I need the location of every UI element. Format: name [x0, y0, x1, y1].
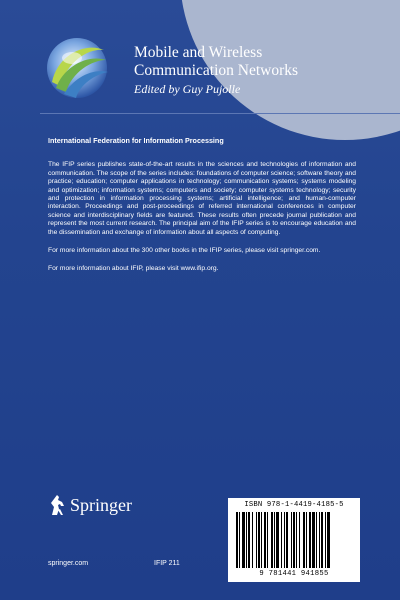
series-swirl-logo-icon: [42, 32, 112, 102]
book-title-line2: Communication Networks: [134, 62, 299, 79]
barcode-icon: [234, 512, 354, 568]
springer-horse-icon: [48, 493, 68, 517]
description-paragraph-2: For more information about the 300 other books in the IFIP series, please visit springer.com.: [48, 247, 321, 255]
publisher-name: Springer: [70, 494, 132, 515]
publisher-logo: [48, 493, 132, 517]
divider-line: [40, 113, 400, 114]
description-paragraph-1: The IFIP series publishes state-of-the-art results in the sciences and technologies of information and communication. The scope of the series includes: foundations of computer science; software theory and practice; education; computer applications in technology; communication systems; systems modeling and optimization; information systems; computers and society; computer systems technology; security and protection in information processing systems; artificial intelligence; and human-computer interaction. Proceedings and post-proceedings of referred international conferences in computer science and interdisciplinary fields are featured. These results often precede journal publication and represent the most current research. The principal aim of the IFIP series is to encourage education and the dissemination and exchange of information about all aspects of computing.: [48, 161, 356, 236]
section-heading: International Federation for Information Processing: [48, 136, 224, 145]
publisher-url: springer.com: [48, 560, 89, 567]
barcode-digits: 9 781441 941855: [259, 570, 329, 578]
series-number: IFIP 211: [154, 560, 180, 567]
description-paragraph-3: For more information about IFIP, please visit www.ifip.org.: [48, 265, 219, 273]
description-block: [48, 137, 356, 284]
book-title-line1: Mobile and Wireless: [134, 44, 263, 61]
barcode-panel: [228, 498, 360, 582]
isbn-text: ISBN 978-1-4419-4185-5: [244, 501, 344, 509]
book-editor: Edited by Guy Pujolle: [134, 82, 241, 96]
book-title-block: [134, 44, 298, 97]
